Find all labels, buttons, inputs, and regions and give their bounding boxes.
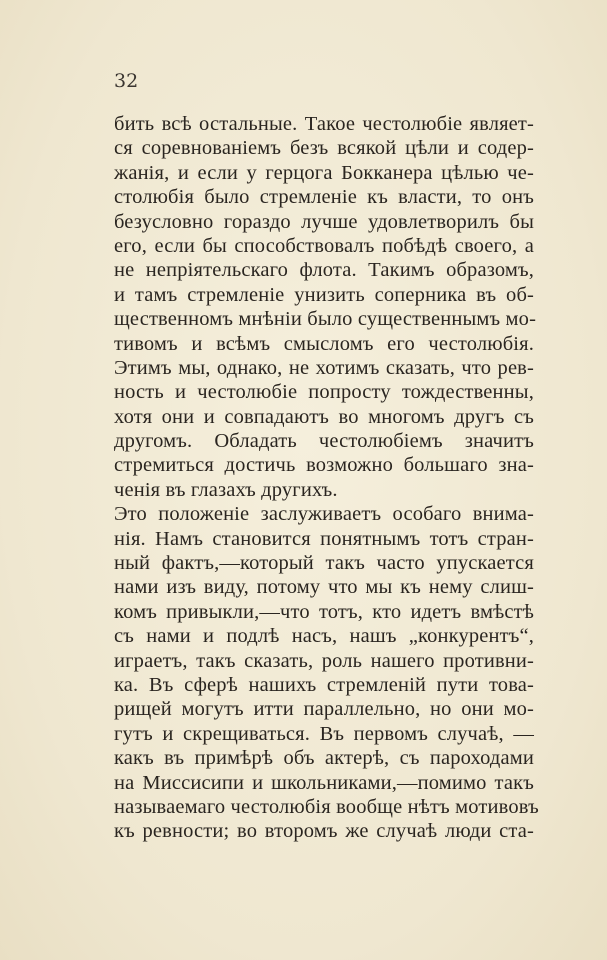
text-line: нія. Намъ становится понятнымъ тотъ стран- [114, 527, 534, 550]
text-line: ность и честолюбіе попросту тождественны, [114, 381, 534, 404]
text-line: столюбія было стремленіе къ власти, то онъ [114, 186, 534, 209]
page-number: 32 [114, 70, 139, 92]
text-line: не непріятельскаго флота. Такимъ образомъ, [114, 259, 534, 282]
text-line: комъ привыкли,—что тотъ, кто идетъ вмѣстѣ [114, 600, 534, 623]
text-line: Этимъ мы, однако, не хотимъ сказать, что рев- [114, 356, 534, 379]
text-line: тивомъ и всѣмъ смысломъ его честолюбія. [114, 332, 534, 355]
text-line: стремиться достичь возможно большаго зна- [114, 454, 534, 477]
text-line: его, если бы способствовалъ побѣдѣ своего, а [114, 234, 534, 257]
text-line: ка. Въ сферѣ нашихъ стремленій пути това- [114, 673, 534, 696]
text-line: на Миссисипи и школьниками,—помимо такъ [114, 771, 534, 794]
text-line: другомъ. Обладать честолюбіемъ значитъ [114, 430, 534, 453]
text-line: щественномъ мнѣніи было существеннымъ мо- [114, 308, 537, 331]
text-line: къ ревности; во второмъ же случаѣ люди ста- [114, 820, 534, 843]
text-line: какъ въ примѣрѣ объ актерѣ, съ пароходами [114, 747, 534, 770]
body-text [114, 112, 539, 844]
text-line: нами изъ виду, потому что мы къ нему слиш- [114, 576, 534, 599]
text-line: гутъ и скрещиваться. Въ первомъ случаѣ, — [114, 722, 534, 745]
text-line: безусловно гораздо лучше удовлетворилъ бы [114, 210, 534, 233]
text-line: рищей могутъ итти параллельно, но они мо- [114, 698, 534, 721]
text-line: съ нами и подлѣ насъ, нашъ „конкурентъ“, [114, 625, 534, 648]
text-line: бить всѣ остальные. Такое честолюбіе являет- [114, 113, 534, 135]
paragraph-1 [114, 112, 537, 502]
text-line: и тамъ стремленіе унизить соперника въ об- [114, 283, 534, 306]
text-line: хотя они и совпадаютъ во многомъ другъ съ [114, 405, 534, 428]
text-line: жанія, и если у герцога Бокканера цѣлью че- [114, 161, 534, 184]
text-line: ный фактъ,—который такъ часто упускается [114, 552, 534, 575]
text-line: играетъ, такъ сказать, роль нашего противни- [114, 649, 534, 672]
text-line: ся соревнованіемъ безъ всякой цѣли и содер- [114, 137, 534, 160]
text-line: Это положеніе заслуживаетъ особаго внима- [114, 503, 534, 526]
text-line: ченія въ глазахъ другихъ. [114, 478, 338, 501]
paragraph-2 [114, 502, 539, 843]
text-line: называемаго честолюбія вообще нѣтъ мотивовъ [114, 795, 539, 818]
